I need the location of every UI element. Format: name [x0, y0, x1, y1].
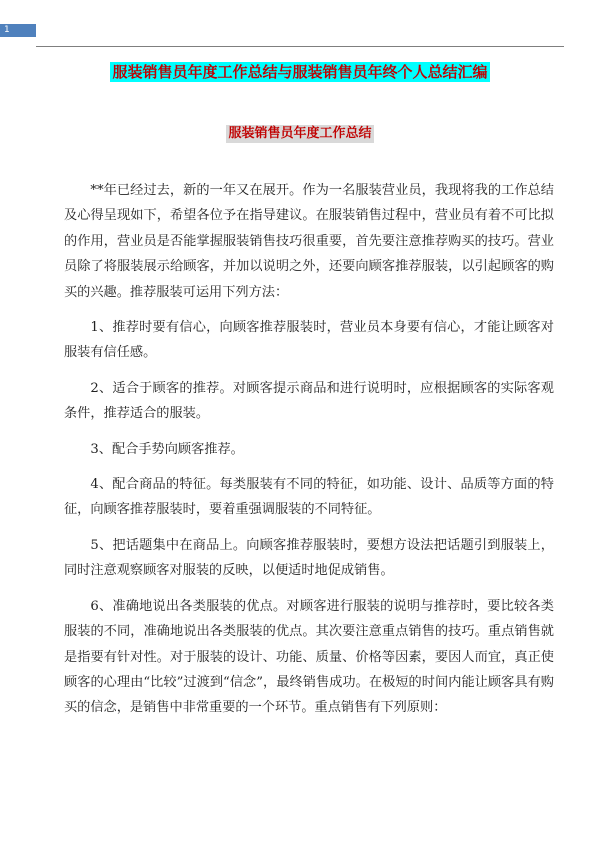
paragraph-item-4: 4、配合商品的特征。每类服装有不同的特征，如功能、设计、品质等方面的特征，向顾客推荐服装时，要着重强调服装的不同特征。	[64, 477, 554, 518]
header-rule	[36, 46, 564, 47]
document-title	[0, 62, 600, 82]
document-title-text: 服装销售员年度工作总结与服装销售员年终个人总结汇编	[112, 63, 488, 81]
section-title	[0, 122, 600, 143]
paragraph-item-2: 2、适合于顾客的推荐。对顾客提示商品和进行说明时，应根据顾客的实际客观条件，推荐适合的服装。	[64, 380, 554, 422]
paragraph-item-3: 3、配合手势向顾客推荐。	[90, 441, 244, 457]
section-title-text: 服装销售员年度工作总结	[228, 126, 372, 141]
paragraph-item-1: 1、推荐时要有信心，向顾客推荐服装时，营业员本身要有信心，才能让顾客对服装有信任感。	[64, 320, 554, 361]
page-number: 1	[0, 24, 36, 37]
paragraph-item-6: 6、准确地说出各类服装的优点。对顾客进行服装的说明与推荐时，要比较各类服装的不同，准确地说出各类服装的优点。其次要注意重点销售的技巧。重点销售就是指要有针对性。对于服装的设计、功能、质量、价格等因素，要因人而宜，真正使顾客的心理由“比较”过渡到“信念”，最终销售成功。在极短的时间内能让顾客具有购买的信念，是销售中非常重要的一个环节。重点销售有下列原则：	[64, 598, 554, 716]
paragraph-item-5: 5、把话题集中在商品上。向顾客推荐服装时，要想方设法把话题引到服装上，同时注意观察顾客对服装的反映，以便适时地促成销售。	[64, 537, 554, 579]
body-text	[64, 178, 554, 731]
paragraph-intro: **年已经过去，新的一年又在展开。作为一名服装营业员，我现将我的工作总结及心得呈现如下，希望各位予在指导建议。在服装销售过程中，营业员有着不可比拟的作用，营业员是否能掌握服装销售技巧很重要，首先要注意推荐购买的技巧。营业员除了将服装展示给顾客，并加以说明之外，还要向顾客推荐服装，以引起顾客的购买的兴趣。推荐服装可运用下列方法：	[64, 183, 554, 300]
